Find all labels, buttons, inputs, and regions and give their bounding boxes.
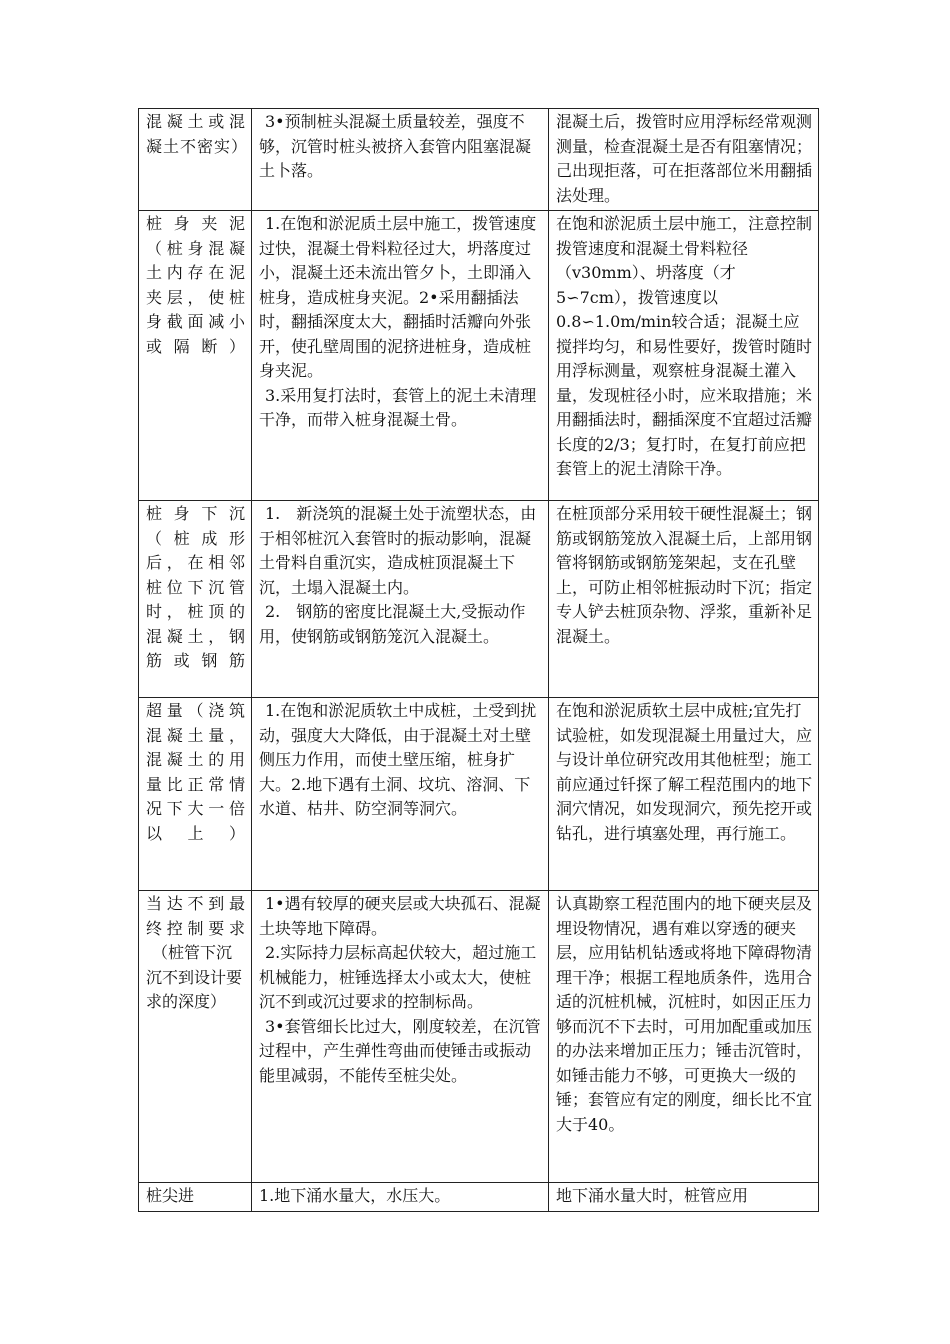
defect-condition-text: 桩身下沉（桩成形后，在相邻桩位下沉管时，桩顶的混凝土，钢筋或钢筋 xyxy=(146,504,246,670)
cause-text: 1.在饱和淤泥质软土中成桩，土受到扰动，强度大大降低，由于混凝土对土壁侧压力作用，而使土壁压缩，桩身扩大。2.地下遇有土洞、坟坑、溶洞、下水道、枯井、防空洞等洞穴。 xyxy=(259,701,537,818)
cause-cell xyxy=(252,698,549,891)
defect-condition-cell xyxy=(139,501,252,698)
defect-condition-text: 当达不到最终控制要求 xyxy=(146,894,246,938)
cause-text: 1. 新浇筑的混凝土处于流塑状态，由于相邻桩沉入套管时的振动影响，混凝土骨料自重沉实，造成桩顶混凝土下沉，土塌入混凝土内。 xyxy=(259,504,537,597)
defect-condition-cell xyxy=(139,109,252,211)
defect-condition-cell xyxy=(139,891,252,1183)
defect-condition-text: 桩尖进 xyxy=(146,1186,195,1205)
measure-text: 混凝土后，拨管时应用浮标经常观测测量，检查混凝土是否有阻塞情况；己出现拒落，可在拒落部位米用翻插法处理。 xyxy=(556,112,813,205)
cause-cell xyxy=(252,501,549,698)
measure-cell xyxy=(549,891,819,1183)
defect-condition-text: 桩身夹泥（桩身混凝土内存在泥夹层，使桩身截面减小或隔断） xyxy=(146,214,246,356)
measure-text: 地下涌水量大时，桩管应用 xyxy=(556,1186,749,1205)
measure-text: 在饱和淤泥质土层中施工，注意控制拨管速度和混凝土骨料粒径（v30mm）、坍落度（才5∽7cm），拨管速度以0.8∽1.0m/min较合适；混凝土应搅拌均匀，和易性要好，拨管时随时用浮标测量，观察桩身混凝土灌入量，发现桩径小时，应米取措施；米用翻插法时，翻插深度不宜超过活瓣长度的2/3；复打时，在复打前应把套管上的泥土清除干净。 xyxy=(556,214,813,478)
cause-cell xyxy=(252,891,549,1183)
table-row xyxy=(139,501,819,698)
cause-text: 1.在饱和淤泥质土层中施工，拨管速度过快，混凝土骨料粒径过大，坍落度过小，混凝土还未流出管夕卜，土即涌入桩身，造成桩身夹泥。2•采用翻插法时，翻插深度太大，翻插时活瓣向外张开，使孔壁周围的泥挤进桩身，造成桩身夹泥。 xyxy=(259,214,537,380)
table-row xyxy=(139,1183,819,1212)
cause-text: 1.地下涌水量大，水压大。 xyxy=(259,1186,451,1205)
cause-text: 2. 钢筋的密度比混凝土大,受振动作用，使钢筋或钢筋笼沉入混凝土。 xyxy=(259,602,526,646)
measure-text: 认真勘察工程范围内的地下硬夹层及埋设物情况，遇有难以穿透的硬夹层，应用钻机钻透或将地下障碍物清理干净；根据工程地质条件，选用合适的沉桩机械，沉桩时，如因正压力够而沉不下去时，可用加配重或加压的办法来增加正压力；锤击沉管时，如锤击能力不够，可更换大一级的锤；套管应有定的刚度，细长比不宜大于40。 xyxy=(556,894,813,1134)
defect-condition-note: （桩管下沉沉不到设计要求的深度） xyxy=(146,943,243,1011)
cause-cell xyxy=(252,109,549,211)
measure-cell xyxy=(549,1183,819,1212)
cause-text: 3.采用复打法时，套管上的泥土未清理干净，而带入桩身混凝土骨。 xyxy=(259,385,537,429)
cause-text: 1•遇有较厚的硬夹层或大块孤石、混凝土块等地下障碍。 xyxy=(259,894,541,938)
defect-condition-cell xyxy=(139,211,252,501)
measure-text: 在饱和淤泥质软土层中成桩;宜先打试验桩，如发现混凝土用量过大，应与设计单位研究改用其他桩型；施工前应通过钎探了解工程范围内的地下洞穴情况，如发现洞穴，预先挖开或钻孔，进行填塞处理，再行施工。 xyxy=(556,701,813,843)
cause-text: 2.实际持力层标高起伏较大，超过施工机械能力，桩锤选择太小或太大，使桩沉不到或沉过要求的控制标咼。 xyxy=(259,943,537,1011)
measure-text: 在桩顶部分采用较干硬性混凝土；钢筋或钢筋笼放入混凝土后，上部用钢管将钢筋或钢筋笼架起，支在孔壁上，可防止相邻桩振动时下沉；指定专人铲去桩顶杂物、浮浆，重新补足混凝土。 xyxy=(556,504,813,646)
measure-cell xyxy=(549,698,819,891)
defect-condition-cell xyxy=(139,698,252,891)
cause-text: 3•预制桩头混凝土质量较差，强度不够，沉管时桩头被挤入套管内阻塞混凝土卜落。 xyxy=(259,112,532,180)
defect-condition-cell xyxy=(139,1183,252,1212)
table-row xyxy=(139,109,819,211)
cause-cell xyxy=(252,211,549,501)
table-row xyxy=(139,891,819,1183)
table-row xyxy=(139,211,819,501)
measure-cell xyxy=(549,501,819,698)
cause-cell xyxy=(252,1183,549,1212)
measure-cell xyxy=(549,211,819,501)
defect-condition-text: 混凝土或混凝土不密实） xyxy=(146,112,249,156)
measure-cell xyxy=(549,109,819,211)
defects-table xyxy=(138,108,819,1212)
cause-text: 3•套管细长比过大，刚度较差，在沉管过程中，产生弹性弯曲而使锤击或振动能里减弱，不能传至桩尖处。 xyxy=(259,1016,541,1085)
defect-condition-text: 超量（浇筑混凝土量，混凝土的用量比正常情况下大一倍以上） xyxy=(146,701,246,843)
table-row xyxy=(139,698,819,891)
